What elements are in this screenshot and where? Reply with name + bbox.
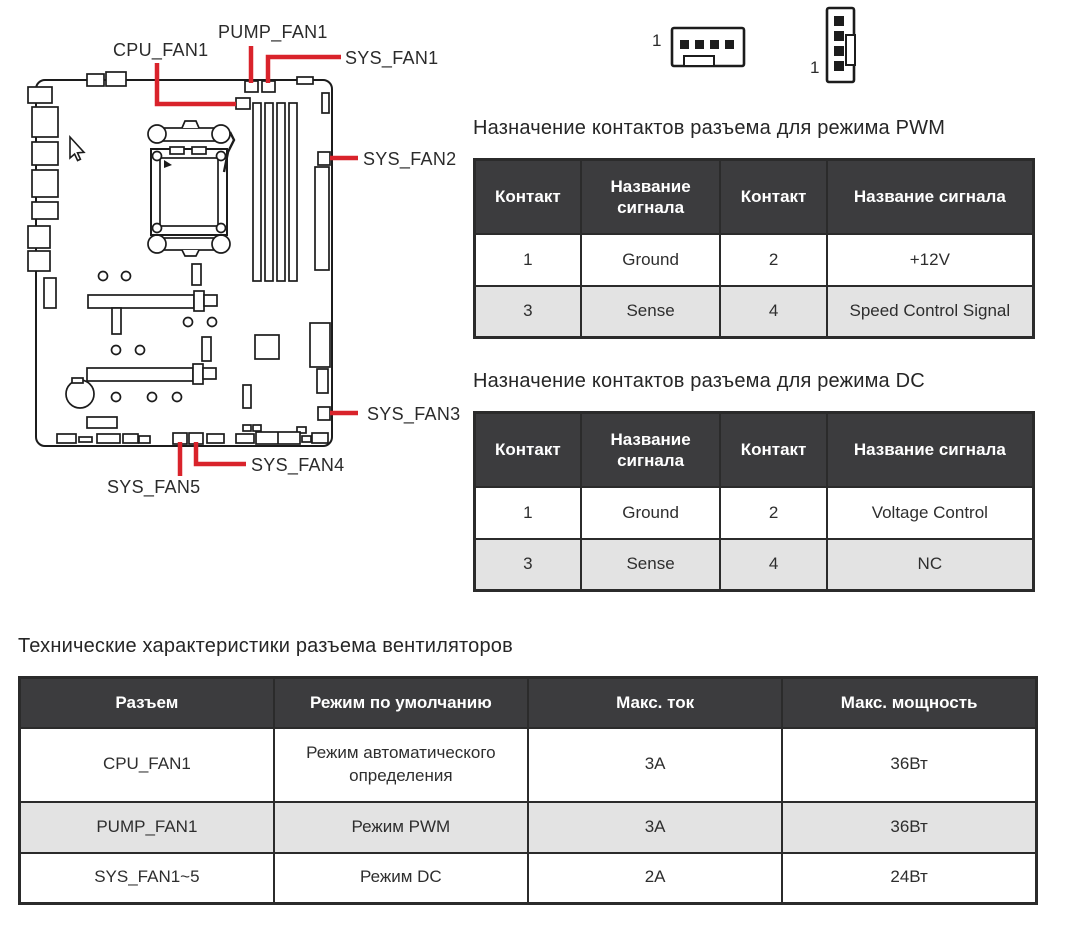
table-cell: Sense [581,286,721,338]
header-cell: Макс. мощность [782,678,1036,728]
table-row [475,539,1034,591]
table-row [475,286,1034,338]
pwm-table-title: Назначение контактов разъема для режима PWM [473,117,946,139]
header-cell: Контакт [475,413,581,487]
table-header-row [475,160,1034,234]
header-cell: Название сигнала [581,160,721,234]
sys-fan4-label: SYS_FAN4 [251,455,345,475]
table-cell: 24Вт [782,853,1036,904]
table-row [475,487,1034,539]
table-cell: 2A [528,853,782,904]
table-cell: 3 [475,539,581,591]
spec-table-title: Технические характеристики разъема вентиляторов [18,635,513,657]
header-cell: Контакт [475,160,581,234]
table-row [20,728,1037,802]
header-cell: Разъем [20,678,274,728]
header-cell: Режим по умолчанию [274,678,528,728]
table-cell: Ground [581,487,721,539]
fan-spec-table [18,676,1038,905]
header-cell: Название сигнала [581,413,721,487]
chipset [255,335,279,359]
table-header-row [475,413,1034,487]
table-cell: 3A [528,802,782,853]
table-cell: Voltage Control [827,487,1034,539]
motherboard-diagram-area [0,0,470,510]
pump-fan1-label: PUMP_FAN1 [218,22,328,42]
table-cell: 2 [720,487,826,539]
table-cell: SYS_FAN1~5 [20,853,274,904]
cpu-fan1-connector [236,98,250,109]
table-cell: NC [827,539,1034,591]
header-cell: Контакт [720,413,826,487]
sys-fan5-label: SYS_FAN5 [107,477,201,497]
header-cell: Название сигнала [827,160,1034,234]
dc-pinout-table [473,411,1035,592]
fan-connector-icons-graphic [640,0,890,95]
table-cell: 1 [475,234,581,286]
header-cell: Макс. ток [528,678,782,728]
table-cell: Ground [581,234,721,286]
table-cell: 3 [475,286,581,338]
table-cell: 3A [528,728,782,802]
sys-fan2-connector [318,152,330,165]
table-cell: Sense [581,539,721,591]
header-cell: Название сигнала [827,413,1034,487]
table-cell: 4 [720,539,826,591]
pwm-pinout-table [473,158,1035,339]
table-cell: Режим PWM [274,802,528,853]
motherboard-diagram-graphic [0,0,470,510]
table-cell: 36Вт [782,802,1036,853]
table-cell: Speed Control Signal [827,286,1034,338]
table-cell: PUMP_FAN1 [20,802,274,853]
table-cell: 4 [720,286,826,338]
vertical-fan-connector-icon [827,8,855,82]
sys-fan3-connector [318,407,330,420]
table-cell: 36Вт [782,728,1036,802]
table-row [20,853,1037,904]
horizontal-fan-connector-icon [672,28,744,66]
sys-fan1-label: SYS_FAN1 [345,48,439,68]
table-cell: CPU_FAN1 [20,728,274,802]
table-cell: Режим автоматического определения [274,728,528,802]
table-header-row [20,678,1037,728]
sys-fan3-label: SYS_FAN3 [367,404,461,424]
table-row [475,234,1034,286]
table-row [20,802,1037,853]
table-cell: Режим DC [274,853,528,904]
cpu-fan1-label: CPU_FAN1 [113,40,209,60]
table-cell: 1 [475,487,581,539]
table-cell: 2 [720,234,826,286]
dc-table-title: Назначение контактов разъема для режима DC [473,370,925,392]
connector-icons-area [640,0,890,95]
table-cell: +12V [827,234,1034,286]
cmos-battery [66,380,94,408]
sys-fan2-label: SYS_FAN2 [363,149,457,169]
horizontal-connector-pin1-label: 1 [652,31,662,50]
header-cell: Контакт [720,160,826,234]
vertical-connector-pin1-label: 1 [810,58,820,77]
